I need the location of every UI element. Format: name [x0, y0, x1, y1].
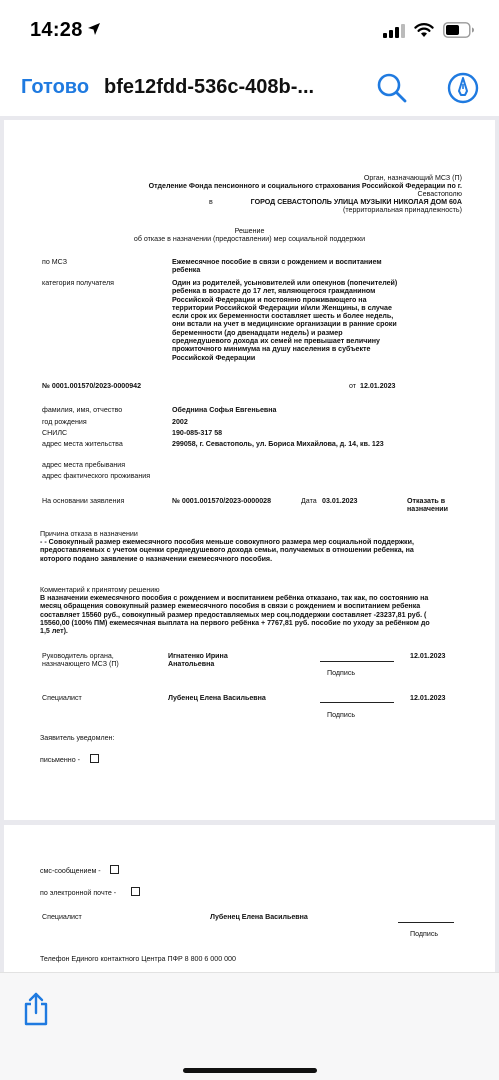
decision-title: Решение: [234, 227, 265, 235]
category-value: Один из родителей, усыновителей или опекунов (попечителей) ребенка в возрасте до 17 лет, являющегося гражданином Российской Федерации и постоянно проживающего на территории Российской Федерации и/или Женщины, в случае если срок их беременности составляет шесть и более недель, они встали на учет в медицинские организации в ранние сроки беременности (до двенадцати недель) и размер среднедушевого дохода их семей не превышает величину прожиточного минимума на душу населения в субъекте Российской Федерации: [172, 279, 398, 362]
navigation-bar: [0, 62, 499, 116]
category-label: категория получателя: [42, 279, 114, 287]
status-time: 14:28: [30, 19, 83, 41]
comment-text: В назначении ежемесячного пособия с рождением и воспитанием ребёнка отказано, так как, по состоянию на месяц обращения совокупный размер ежемесячного пособия в связи с рождением и воспитанием ребенка составляет 15560 руб., совокупный размер предоставляемых мер соц.поддержки составляет -23237,81 руб. ( 15560,00 (100% ПМ) ежемесячная выплата на первого ребёнка + 7767,81 руб. пособие по уходу за ребёнком до 1,5 лет).: [40, 594, 430, 636]
stay-address-label: адрес места пребывания: [42, 461, 126, 469]
email-checkbox[interactable]: [131, 887, 140, 896]
email-label: по электронной почте -: [40, 889, 117, 897]
bottom-toolbar: [0, 972, 499, 1080]
org-address: ГОРОД СЕВАСТОПОЛЬ УЛИЦА МУЗЫКИ НИКОЛАЯ ДОМ 60А: [250, 198, 462, 206]
msz-value: Ежемесячное пособие в связи с рождением и воспитанием ребенка: [172, 258, 382, 275]
reason-label: Причина отказа в назначении: [40, 530, 138, 538]
address-prefix: в: [209, 198, 213, 206]
page2-specialist-label: Специалист: [42, 913, 82, 921]
cellular-signal-icon: [383, 24, 405, 38]
status-bar: [0, 0, 499, 62]
fio-value: Обеднина Софья Евгеньевна: [172, 406, 277, 414]
markup-pen-icon[interactable]: [447, 72, 479, 104]
page2-specialist-name: Лубенец Елена Васильевна: [210, 913, 308, 921]
org-label: Орган, назначающий МСЗ (П): [363, 174, 462, 182]
specialist-name: Лубенец Елена Васильевна: [168, 694, 266, 702]
residence-value: 299058, г. Севастополь, ул. Бориса Михайлова, д. 14, кв. 123: [172, 440, 384, 448]
head-signature-line: [320, 661, 394, 662]
battery-icon: [443, 22, 475, 38]
specialist-label: Специалист: [42, 694, 82, 702]
birth-value: 2002: [172, 418, 188, 426]
basis-date-label: Дата: [301, 497, 317, 505]
decision-date: 12.01.2023: [360, 382, 396, 390]
snils-label: СНИЛС: [42, 429, 68, 437]
specialist-date: 12.01.2023: [410, 694, 446, 702]
location-arrow-icon: [87, 22, 101, 36]
decision-number: № 0001.001570/2023-0000942: [42, 382, 142, 390]
org-line-1: Отделение Фонда пенсионного и социального страхования Российской Федерации по г.: [148, 182, 462, 190]
wifi-icon: [414, 22, 434, 38]
document-page-1: [4, 120, 495, 820]
phone-text: Телефон Единого контактного Центра ПФР 8 800 6 000 000: [40, 955, 236, 963]
head-name: Игнатенко Ирина Анатольевна: [168, 652, 228, 669]
reason-text: - - Совокупный размер ежемесячного пособия меньше совокупного размера мер социальной поддержки, предоставляемых с учетом оценки среднедушевого дохода семьи, получаемых в отношении ребенка, на которого подано заявление о назначении ежемесячного пособия.: [40, 538, 414, 563]
page2-signature-line: [398, 922, 454, 923]
head-date: 12.01.2023: [410, 652, 446, 660]
document-page-2: [4, 825, 495, 972]
specialist-signature-label: Подпись: [327, 711, 356, 719]
letter-checkbox[interactable]: [90, 754, 99, 763]
residence-label: адрес места жительства: [42, 440, 123, 448]
org-line-2: Севастополю: [417, 190, 462, 198]
document-title: bfe12fdd-536c-408b-...: [104, 76, 315, 98]
msz-label: по МСЗ: [42, 258, 67, 266]
fio-label: фамилия, имя, отчество: [42, 406, 123, 414]
snils-value: 190-085-317 58: [172, 429, 223, 437]
basis-label: На основании заявления: [42, 497, 125, 505]
page2-signature-label: Подпись: [410, 930, 439, 938]
search-icon[interactable]: [376, 72, 408, 106]
basis-number: № 0001.001570/2023-0000028: [172, 497, 272, 505]
notified-label: Заявитель уведомлен:: [40, 734, 115, 742]
sms-label: смс-сообщением -: [40, 867, 101, 875]
territory-note: (территориальная принадлежность): [342, 206, 462, 214]
basis-action: Отказать в назначении: [407, 497, 448, 514]
home-indicator: [183, 1068, 317, 1073]
basis-date: 03.01.2023: [322, 497, 358, 505]
sms-checkbox[interactable]: [110, 865, 119, 874]
pdf-viewer[interactable]: [0, 116, 499, 972]
actual-address-label: адрес фактического проживания: [42, 472, 151, 480]
letter-label: письменно -: [40, 756, 80, 764]
head-label: Руководитель органа, назначающего МСЗ (П): [42, 652, 119, 669]
comment-label: Комментарий к принятому решению: [40, 586, 160, 594]
specialist-signature-line: [320, 702, 394, 703]
birth-label: год рождения: [42, 418, 87, 426]
date-prefix: от: [349, 382, 357, 390]
head-signature-label: Подпись: [327, 669, 356, 677]
done-button[interactable]: Готово: [21, 76, 90, 98]
share-icon[interactable]: [22, 991, 50, 1027]
decision-subtitle: об отказе в назначении (предоставлении) мер социальной поддержки: [133, 235, 366, 243]
